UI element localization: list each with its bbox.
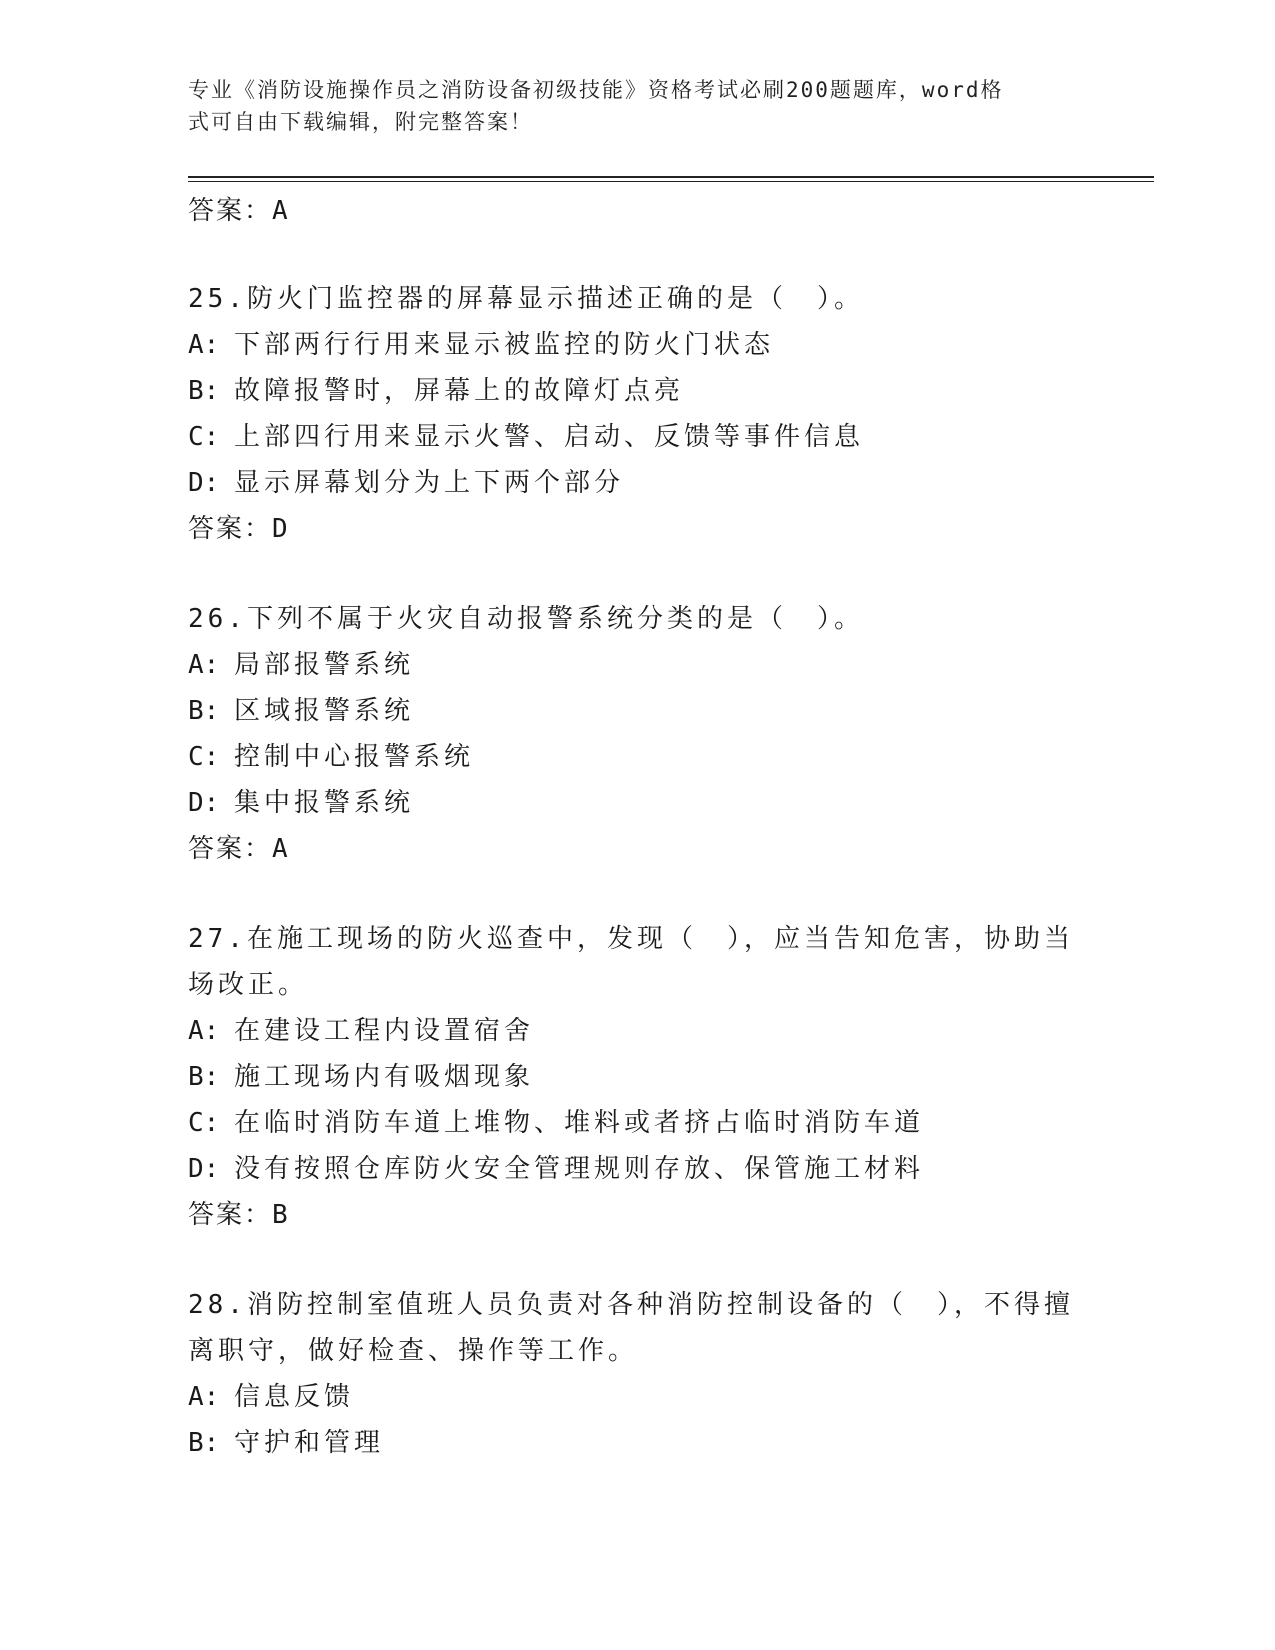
option-c [188,1100,1088,1146]
question-text: 25.防火门监控器的屏幕显示描述正确的是（ ）。 [188,284,864,314]
option-key: B: [188,1428,220,1458]
option-text: 没有按照仓库防火安全管理规则存放、保管施工材料 [234,1154,925,1184]
option-text: 下部两行行用来显示被监控的防火门状态 [234,330,775,360]
option-text: 控制中心报警系统 [234,742,475,772]
option-text: 在建设工程内设置宿舍 [234,1016,535,1046]
document-content [188,188,1088,1466]
option-key: A: [188,1382,220,1412]
option-a [188,1008,1088,1054]
answer-line: 答案：A [188,834,290,864]
option-c [188,734,1088,780]
option-key: B: [188,376,220,406]
option-text: 守护和管理 [234,1428,385,1458]
option-key: A: [188,1016,220,1046]
question-block [188,276,1088,552]
header-line-1: 专业《消防设施操作员之消防设备初级技能》资格考试必刷200题题库，word格 [188,78,1004,102]
option-b [188,688,1088,734]
option-text: 故障报警时，屏幕上的故障灯点亮 [234,376,685,406]
option-c [188,414,1088,460]
option-text: 局部报警系统 [234,650,415,680]
answer-line: 答案：D [188,514,290,544]
question-text: 26.下列不属于火灾自动报警系统分类的是（ ）。 [188,604,864,634]
answer-line: 答案：A [188,196,290,226]
option-text: 上部四行用来显示火警、启动、反馈等事件信息 [234,422,865,452]
question-block [188,596,1088,872]
option-a [188,322,1088,368]
question-text: 28.消防控制室值班人员负责对各种消防控制设备的（ ），不得擅离职守，做好检查、操作等工作。 [188,1290,1074,1366]
option-text: 区域报警系统 [234,696,415,726]
option-b [188,1420,1088,1466]
option-key: C: [188,1108,220,1138]
question-block [188,1282,1088,1466]
option-b [188,368,1088,414]
option-d [188,1146,1088,1192]
answer-line: 答案：B [188,1200,290,1230]
option-a [188,1374,1088,1420]
document-header [188,74,1068,138]
option-key: C: [188,422,220,452]
option-text: 在临时消防车道上堆物、堆料或者挤占临时消防车道 [234,1108,925,1138]
question-block [188,916,1088,1238]
option-text: 信息反馈 [234,1382,355,1412]
option-key: B: [188,696,220,726]
header-rule-thick [188,176,1154,178]
header-line-2: 式可自由下载编辑，附完整答案！ [188,110,533,134]
option-key: A: [188,330,220,360]
option-d [188,780,1088,826]
option-a [188,642,1088,688]
option-key: C: [188,742,220,772]
option-text: 施工现场内有吸烟现象 [234,1062,535,1092]
option-key: D: [188,788,220,818]
option-d [188,460,1088,506]
option-text: 显示屏幕划分为上下两个部分 [234,468,625,498]
option-key: D: [188,1154,220,1184]
header-rule-thin [188,181,1154,182]
question-text: 27.在施工现场的防火巡查中，发现（ ），应当告知危害，协助当场改正。 [188,924,1074,1000]
option-key: D: [188,468,220,498]
option-b [188,1054,1088,1100]
option-key: B: [188,1062,220,1092]
option-text: 集中报警系统 [234,788,415,818]
option-key: A: [188,650,220,680]
